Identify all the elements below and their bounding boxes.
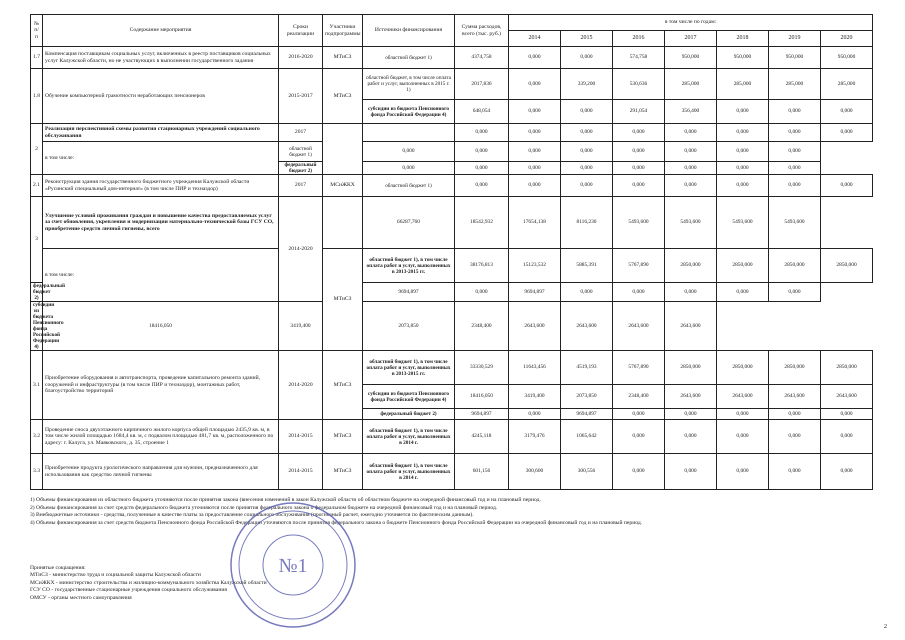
row-year-value: 0,000 [665,162,717,175]
row-year-value: 0,000 [717,283,769,302]
table-row [31,47,873,69]
row-sum: 0,000 [455,124,509,142]
row-participant: МТиСЗ [323,351,363,420]
row-year-value: 0,000 [821,175,873,197]
row-year-value: 0,000 [665,409,717,420]
row-terms: 2014-2015 [279,420,323,454]
row-year-value: 950,000 [769,47,821,69]
row-year-value: 0,000 [561,142,613,162]
row-year-value: 0,000 [717,175,769,197]
table-row [31,454,873,490]
row-year-value: 0,000 [717,142,769,162]
row-number: 2.1 [31,175,43,197]
row-source [323,197,363,249]
row-year-value: 0,000 [769,454,821,490]
row-year-value: 0,000 [509,175,561,197]
row-year-value: 2850,000 [717,249,769,283]
table-row [31,124,873,142]
row-sum: 66287,760 [363,197,455,249]
row-content: в том числе: [43,142,279,175]
row-year-value: 285,000 [769,69,821,100]
row-year-value: 9694,897 [509,283,561,302]
row-year-value: 2850,000 [665,351,717,385]
row-sum: 648,054 [455,100,509,124]
row-year-value: 2850,000 [769,351,821,385]
row-participant: МТиСЗ [323,69,363,124]
row-year-value: 291,054 [613,100,665,124]
row-sum: 18416,050 [43,302,279,351]
footnote: 1) Объемы финансирования из областного бюджета уточняются после принятия закона (внесения изменений в закон Калужской области об областном бюджете на очередной финансовый год и на плановый период. [30,497,541,503]
row-year-value: 5493,600 [665,197,717,249]
row-year-value: 2348,400 [455,302,509,351]
row-number: 3 [31,197,43,283]
row-year-value: 11643,456 [509,351,561,385]
header-year: 2018 [717,31,769,47]
row-year-value: 5767,890 [613,351,665,385]
row-content: Компенсация поставщикам социальных услуг, включенных в реестр поставщиков социальных услуг Калужской области, но не участвующих в выполнении государственного задания [43,47,279,69]
row-year-value: 0,000 [613,409,665,420]
row-participant: МТиСЗ [323,47,363,69]
row-number: 1.7 [31,47,43,69]
table-row [31,302,873,351]
row-year-value: 950,000 [665,47,717,69]
table-row [31,420,873,454]
row-year-value: 0,000 [717,454,769,490]
row-year-value: 339,200 [561,69,613,100]
row-year-value: 0,000 [769,142,821,162]
row-year-value: 2643,600 [769,385,821,409]
row-number: 2 [31,124,43,175]
row-source [363,124,455,142]
header-year: 2015 [561,31,613,47]
row-source: субсидии из бюджета Пенсионного фонда Российской Федерации 4) [363,100,455,124]
row-number: 3.3 [31,454,43,490]
row-year-value: 0,000 [717,409,769,420]
row-year-value: 8116,230 [561,197,613,249]
row-year-value: 0,000 [821,124,873,142]
row-year-value: 285,000 [717,69,769,100]
footnote: 4) Объемы финансирования за счет средств бюджета Пенсионного фонда Российской Федерации уточняются после принятия федерального закона о бюджете Пенсионного фонда Российской Федерации на очередной финансовый год и на плановый период. [30,519,643,526]
row-sum: 4245,118 [455,420,509,454]
row-content: Приобретение оборудования и автотранспорта, проведение капитального ремонта зданий, сооружений и инфраструктуры (в том числе ПИР и техназдор), монтажных работ, благоустройство территорий [43,351,279,420]
header-terms: Сроки реализации [279,15,323,47]
row-year-value: 2850,000 [821,249,873,283]
row-year-value: 0,000 [665,124,717,142]
row-content: Улучшение условий проживания граждан и повышение качества предоставляемых услуг за счет обновления, укрепления и модернизации материально-технической базы ГСУ СО, приобретение средств личной гигиены, всего [43,197,279,249]
row-year-value: 0,000 [665,142,717,162]
row-sum: 38176,813 [455,249,509,283]
row-content: Обучение компьютерной грамотности неработающих пенсионеров [43,69,279,124]
row-year-value: 2073,850 [561,385,613,409]
footnotes [30,497,790,527]
row-participant: МТиСЗ [323,420,363,454]
row-year-value: 5493,600 [613,197,665,249]
row-year-value: 0,000 [613,142,665,162]
row-source: федеральный бюджет 2) [363,409,455,420]
row-year-value: 5767,890 [613,249,665,283]
row-year-value: 0,000 [821,100,873,124]
row-sum: 33330,529 [455,351,509,385]
row-year-value: 285,000 [821,69,873,100]
row-source: федеральный бюджет 2) [31,283,43,302]
header-year: 2014 [509,31,561,47]
row-content: в том числе: [43,249,279,302]
row-source: субсидии из бюджета Пенсионного фонда Российской Федерации 4) [31,302,43,351]
row-content: Реализация перспективной схемы развития стационарных учреждений социального обслуживания [43,124,279,142]
row-year-value: 0,000 [717,100,769,124]
row-year-value: 4519,193 [561,351,613,385]
row-sum: 0,000 [455,175,509,197]
row-year-value: 0,000 [455,162,509,175]
row-source: областной бюджет 1), в том числе оплата работ и услуг, выполненных в 2014 г. [363,454,455,490]
row-source: областной бюджет, в том числе оплата работ и услуг, выполненных в 2015 г. 1) [363,69,455,100]
row-year-value: 0,000 [561,124,613,142]
row-sum: 9694,897 [363,283,455,302]
row-source: областной бюджет 1), в том числе оплата работ и услуг, выполненных в 2014 г. [363,420,455,454]
row-source: областной бюджет 1) [363,175,455,197]
row-year-value: 2643,600 [821,385,873,409]
row-year-value: 0,000 [769,100,821,124]
row-sum: 0,000 [363,162,455,175]
table-row [31,351,873,385]
row-year-value: 0,000 [665,175,717,197]
table-row [31,249,873,283]
row-year-value: 2643,600 [665,385,717,409]
page-number: 2 [884,624,887,630]
footnote: 3) Внебюджетные источники - средства, полученные в качестве платы за предоставление социального обслуживания (прогнозный расчет, ежегодно уточняется по фактическим данным). [30,512,474,519]
row-year-value: 0,000 [561,100,613,124]
header-content: Содержание мероприятия [43,15,279,47]
row-source: федеральный бюджет 2) [279,162,323,175]
row-year-value: 18542,932 [455,197,509,249]
header-sources: Источники финансирования [363,15,455,47]
row-year-value: 0,000 [613,162,665,175]
row-year-value: 0,000 [509,47,561,69]
row-year-value: 0,000 [717,420,769,454]
row-year-value: 0,000 [769,409,821,420]
row-year-value: 2643,600 [613,302,665,351]
header-year: 2016 [613,31,665,47]
row-content: Приобретение продукта урологического направления для мужчин, предназначенного для использования как средство личной гигиены [43,454,279,490]
row-participant: МТиСЗ [323,454,363,490]
abbreviation-line: Принятые сокращения: [30,565,86,571]
financing-table [30,14,873,490]
row-source: областной бюджет 1), в том числе оплата работ и услуг, выполненных в 2013-2015 гг. [363,351,455,385]
abbreviation-line: МТиСЗ - министерство труда и социальной защиты Калужской области [30,572,201,579]
row-number: 3.1 [31,351,43,420]
row-year-value: 15123,532 [509,249,561,283]
row-terms: 2016-2020 [279,47,323,69]
row-number: 3.2 [31,420,43,454]
row-terms: 2014-2020 [279,197,323,302]
header-num: № п/п [31,15,43,47]
header-by-years: в том числе по годам: [509,15,873,31]
row-year-value: 530,636 [613,69,665,100]
row-year-value: 0,000 [769,283,821,302]
header-year: 2017 [665,31,717,47]
row-year-value: 2850,000 [717,351,769,385]
row-year-value: 0,000 [509,100,561,124]
row-source: субсидии из бюджета Пенсионного фонда Российской Федерации 4) [363,385,455,409]
stamp-number: №1 [278,555,308,577]
row-year-value: 2850,000 [769,249,821,283]
row-terms: 2015-2017 [279,69,323,124]
row-year-value: 2348,400 [613,385,665,409]
row-sum: 2017,836 [455,69,509,100]
row-terms: 2017 [279,124,323,142]
row-year-value: 2643,600 [665,302,717,351]
table-row [31,197,873,249]
row-year-value: 0,000 [613,175,665,197]
row-year-value: 3419,400 [509,385,561,409]
row-year-value: 2850,000 [821,351,873,385]
row-year-value: 2643,600 [561,302,613,351]
row-year-value: 0,000 [613,420,665,454]
row-source: областной бюджет 1), в том числе оплата работ и услуг, выполненных в 2013-2015 гг. [363,249,455,283]
row-year-value: 0,000 [769,124,821,142]
row-sum: 18416,050 [455,385,509,409]
row-year-value: 0,000 [769,162,821,175]
row-number: 1.8 [31,69,43,124]
row-sum: 9694,897 [455,409,509,420]
row-source: областной бюджет 1) [279,142,323,162]
row-year-value: 2643,600 [717,385,769,409]
row-year-value: 3179,476 [509,420,561,454]
row-year-value: 0,000 [821,420,873,454]
row-participant [323,124,363,175]
row-year-value: 0,000 [561,175,613,197]
row-year-value: 300,556 [561,454,613,490]
row-year-value: 1065,642 [561,420,613,454]
row-terms: 2014-2015 [279,454,323,490]
row-participant: МТиСЗ [323,249,363,351]
row-sum: 4374,758 [455,47,509,69]
table-row [31,142,873,162]
row-year-value: 0,000 [665,454,717,490]
row-year-value: 17654,138 [509,197,561,249]
header-participants: Участники подпрограммы [323,15,363,47]
row-year-value: 0,000 [455,283,509,302]
row-year-value: 0,000 [717,162,769,175]
row-year-value: 0,000 [613,454,665,490]
row-year-value: 0,000 [821,454,873,490]
row-year-value: 0,000 [665,420,717,454]
row-year-value: 9694,897 [561,409,613,420]
row-year-value: 0,000 [509,69,561,100]
row-year-value: 0,000 [717,124,769,142]
row-year-value: 0,000 [613,124,665,142]
row-year-value: 5493,600 [717,197,769,249]
row-year-value: 950,000 [821,47,873,69]
row-year-value: 574,758 [613,47,665,69]
row-year-value: 300,600 [509,454,561,490]
row-source: областной бюджет 1) [363,47,455,69]
abbreviation-line: МСиЖКХ - министерство строительства и жилищно-коммунального хозяйства Калужской области [30,579,267,586]
row-participant: МСиЖКХ [323,175,363,197]
official-stamp [228,500,358,630]
row-content: Проведение сноса двухэтажного кирпичного жилого корпуса общей площадью 2435,9 кв. м, в том числе жилой площадью 1684,4 кв. м, с подвалом площадью 481,7 кв. м, расположенного по адресу: г. Калуга, ул. Маяковского, д. 35, строение 1 [43,420,279,454]
row-year-value: 0,000 [561,283,613,302]
table-row [31,69,873,100]
row-sum: 601,156 [455,454,509,490]
header-sum: Сумма расходов, всего (тыс. руб.) [455,15,509,47]
row-year-value: 3419,400 [279,302,323,351]
row-year-value: 0,000 [821,409,873,420]
abbreviation-line: ОМСУ - органы местного самоуправления [30,594,132,601]
header-year: 2019 [769,31,821,47]
row-year-value: 5885,391 [561,249,613,283]
row-year-value: 0,000 [769,420,821,454]
row-year-value: 2850,000 [665,249,717,283]
row-year-value: 0,000 [509,162,561,175]
row-year-value: 0,000 [665,283,717,302]
row-year-value: 0,000 [613,283,665,302]
row-year-value: 285,000 [665,69,717,100]
row-sum: 0,000 [363,142,455,162]
table-row [31,175,873,197]
row-terms: 2014-2020 [279,351,323,420]
row-year-value: 0,000 [561,162,613,175]
footnote: 2) Объемы финансирования за счет средств федерального бюджета уточняются после принятия федерального закона о федеральном бюджете на очередной финансовый год и на плановый период. [30,504,498,511]
row-year-value: 0,000 [509,142,561,162]
row-year-value: 2073,850 [363,302,455,351]
row-year-value: 0,000 [769,175,821,197]
row-year-value: 950,000 [717,47,769,69]
row-year-value: 0,000 [455,142,509,162]
row-content: Реконструкция здания государственного бюджетного учреждения Калужской области «Русинский специальный дом-интернат» (в том числе ПИР и техназдор) [43,175,279,197]
row-year-value: 0,000 [509,409,561,420]
row-year-value: 356,400 [665,100,717,124]
row-year-value: 2643,600 [509,302,561,351]
row-year-value: 5493,600 [769,197,821,249]
header-year: 2020 [821,31,873,47]
row-year-value: 0,000 [509,124,561,142]
row-terms: 2017 [279,175,323,197]
abbreviation-line: ГСУ СО - государственные стационарные учреждения социального обслуживания [30,587,227,594]
row-year-value: 0,000 [561,47,613,69]
